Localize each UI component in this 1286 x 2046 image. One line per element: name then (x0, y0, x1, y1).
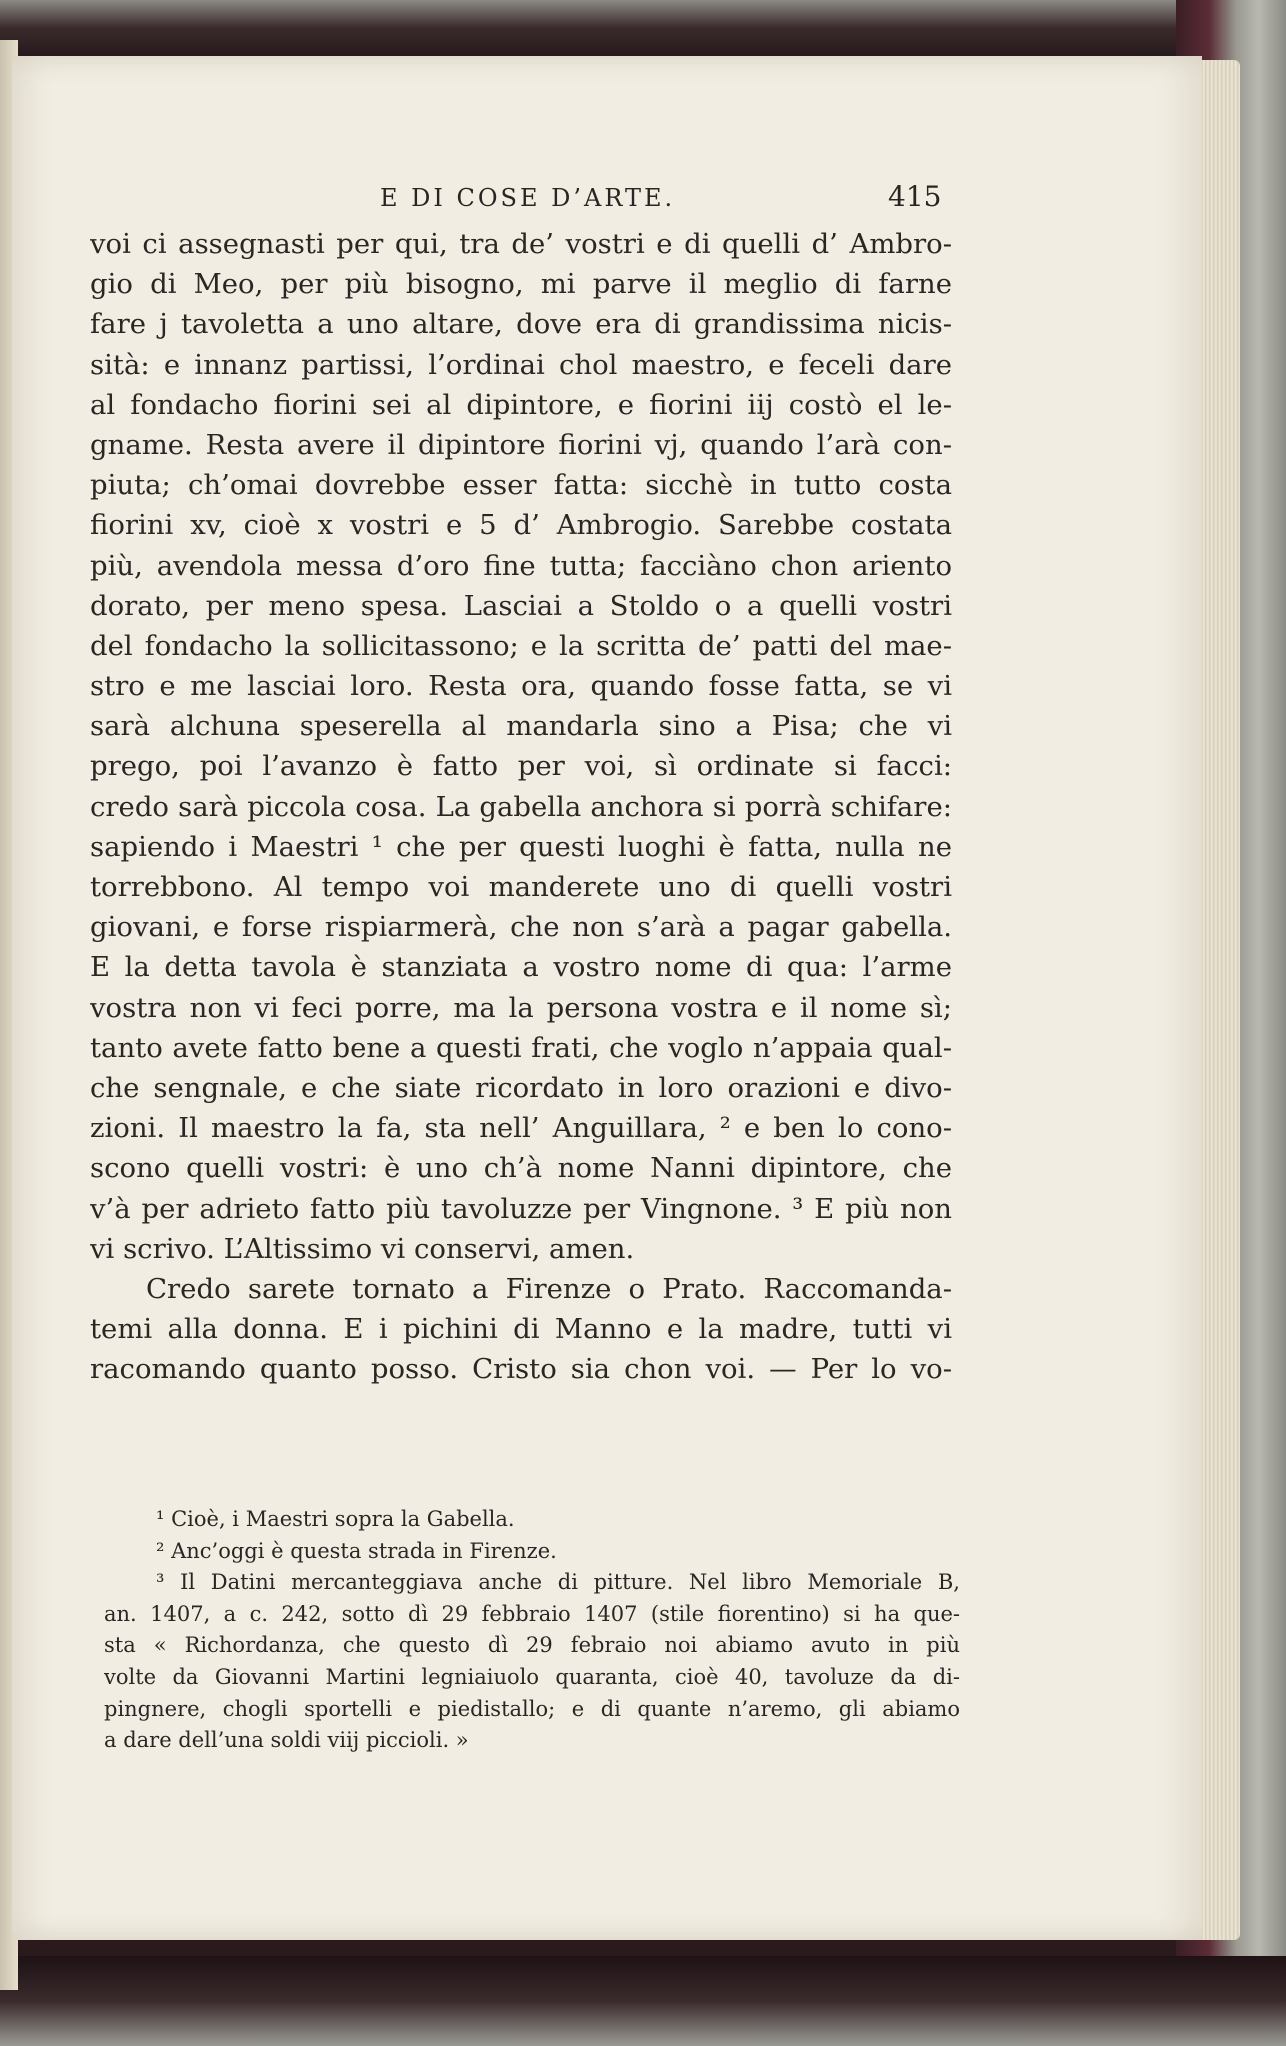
text-line: del fondacho la sollicitassono; e la scritta de’ patti del mae- (90, 629, 952, 662)
page-number: 415 (888, 180, 942, 213)
text-line: più, avendola messa d’oro fine tutta; facciàno chon ariento (90, 549, 952, 582)
text-line: torrebbono. Al tempo voi manderete uno di quelli vostri (90, 871, 952, 903)
text-line: che sengnale, e che siate ricordato in loro orazioni e divo- (90, 1071, 952, 1104)
text-line: zioni. Il maestro la fa, sta nell’ Anguillara, ² e ben lo cono- (90, 1112, 952, 1145)
footnote-line: a dare dell’una soldi viij piccioli. » (104, 1728, 469, 1753)
text-line: gname. Resta avere il dipintore fiorini vj, quando l’arà con- (90, 428, 952, 461)
footnote-line: pingnere, chogli sportelli e piedistallo; e di quante n’aremo, gli abiamo (104, 1696, 960, 1721)
text-line: giovani, e forse rispiarmerà, che non s’arà a pagar gabella. (90, 911, 952, 944)
footnote-line: volte da Giovanni Martini legniaiuolo quaranta, cioè 40, tavoluze da di- (104, 1664, 960, 1689)
footnote-line: ² Anc’oggi è questa strada in Firenze. (156, 1538, 557, 1563)
text-line: credo sarà piccola cosa. La gabella anchora si porrà schifare: (90, 790, 952, 823)
text-line: racomando quanto posso. Cristo sia chon voi. — Per lo vo- (90, 1353, 952, 1386)
footnote-line: an. 1407, a c. 242, sotto dì 29 febbraio 1407 (stile fiorentino) si ha que- (104, 1601, 960, 1626)
body-text (90, 224, 952, 1389)
text-line: fare j tavoletta a uno altare, dove era di grandissima nicis- (90, 308, 952, 341)
footnote-line: ¹ Cioè, i Maestri sopra la Gabella. (156, 1507, 515, 1531)
text-line: gio di Meo, per più bisogno, mi parve il meglio di farne (90, 268, 952, 301)
text-line: sapiendo i Maestri ¹ che per questi luoghi è fatta, nulla ne (90, 830, 952, 863)
text-line: dorato, per meno spesa. Lasciai a Stoldo o a quelli vostri (90, 589, 952, 622)
text-line: v’à per adrieto fatto più tavoluzze per Vingnone. ³ E più non (90, 1192, 952, 1225)
text-line: vostra non vi feci porre, ma la persona vostra e il nome sì; (90, 991, 952, 1024)
text-line: sità: e innanz partissi, l’ordinai chol maestro, e feceli dare (90, 348, 952, 381)
text-line: tanto avete fatto bene a questi frati, che voglo n’appaia qual- (90, 1031, 952, 1064)
book-page (12, 56, 1202, 1940)
footnotes (104, 1504, 960, 1757)
text-line: scono quelli vostri: è uno ch’à nome Nanni dipintore, che (90, 1152, 952, 1185)
footnote-line: sta « Richordanza, che questo dì 29 febraio noi abiamo avuto in più (104, 1633, 960, 1658)
running-head (12, 174, 1202, 224)
text-line: vi scrivo. L’Altissimo vi conservi, amen. (90, 1232, 635, 1265)
text-line: piuta; ch’omai dovrebbe esser fatta: sicchè in tutto costa (90, 469, 952, 502)
footnote-line: ³ Il Datini mercanteggiava anche di pitture. Nel libro Memoriale B, (156, 1570, 960, 1595)
text-line: voi ci assegnasti per qui, tra de’ vostri e di quelli d’ Ambro- (90, 228, 952, 260)
book-binding-bottom (0, 1956, 1286, 2046)
text-line: fiorini xv, cioè x vostri e 5 d’ Ambrogio. Sarebbe costata (90, 509, 952, 542)
running-head-title: E DI COSE D’ARTE. (380, 184, 676, 212)
text-line: prego, poi l’avanzo è fatto per voi, sì ordinate si facci: (90, 750, 952, 783)
text-line: al fondacho fiorini sei al dipintore, e fiorini iij costò el le- (90, 388, 952, 421)
text-line: E la detta tavola è stanziata a vostro nome di qua: l’arme (90, 951, 952, 984)
text-line: stro e me lasciai loro. Resta ora, quando fosse fatta, se vi (90, 670, 952, 703)
text-line: sarà alchuna speserella al mandarla sino a Pisa; che vi (90, 710, 952, 743)
text-line: Credo sarete tornato a Firenze o Prato. Raccomanda- (146, 1272, 952, 1305)
text-line: temi alla donna. E i pichini di Manno e la madre, tutti vi (90, 1313, 952, 1346)
